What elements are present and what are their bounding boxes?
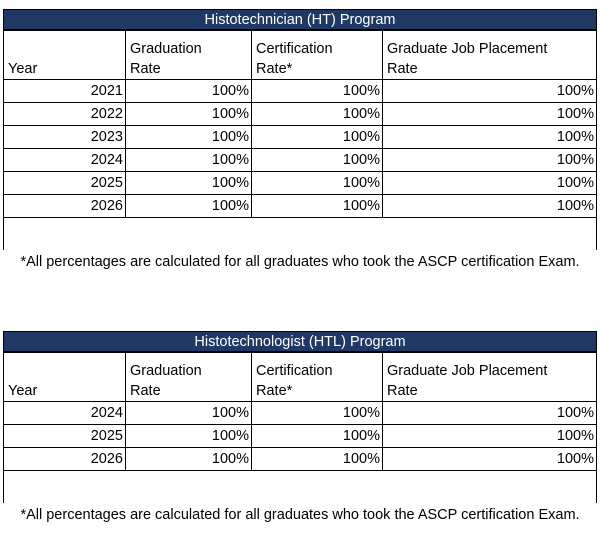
cell-placement: 100% bbox=[383, 103, 597, 126]
table-row bbox=[4, 195, 597, 218]
cell-certification: 100% bbox=[252, 195, 383, 218]
cell-year: 2022 bbox=[4, 103, 126, 126]
cell-graduation: 100% bbox=[126, 195, 252, 218]
cell-certification: 100% bbox=[252, 126, 383, 149]
cell-graduation: 100% bbox=[126, 149, 252, 172]
cell-placement: 100% bbox=[383, 126, 597, 149]
header-year: Year bbox=[4, 31, 126, 80]
cell-graduation: 100% bbox=[126, 402, 252, 425]
cell-certification: 100% bbox=[252, 402, 383, 425]
header-job-placement-rate: Graduate Job Placement Rate bbox=[383, 353, 597, 402]
ht-outcomes-table bbox=[3, 30, 597, 250]
table-header-row bbox=[4, 31, 597, 80]
table-row bbox=[4, 172, 597, 195]
cell-placement: 100% bbox=[383, 80, 597, 103]
cell-placement: 100% bbox=[383, 149, 597, 172]
htl-footnote: *All percentages are calculated for all graduates who took the ASCP certification Exam. bbox=[20, 507, 580, 523]
table-row bbox=[4, 448, 597, 471]
cell-certification: 100% bbox=[252, 448, 383, 471]
cell-placement: 100% bbox=[383, 172, 597, 195]
table-row bbox=[4, 425, 597, 448]
table-header-row bbox=[4, 353, 597, 402]
cell-graduation: 100% bbox=[126, 103, 252, 126]
header-year: Year bbox=[4, 353, 126, 402]
cell-year: 2021 bbox=[4, 80, 126, 103]
header-graduation-rate: Graduation Rate bbox=[126, 353, 252, 402]
cell-graduation: 100% bbox=[126, 80, 252, 103]
htl-table-title: Histotechnologist (HTL) Program bbox=[3, 331, 597, 352]
htl-outcomes-table bbox=[3, 352, 597, 503]
table-row bbox=[4, 126, 597, 149]
cell-certification: 100% bbox=[252, 149, 383, 172]
cell-placement: 100% bbox=[383, 195, 597, 218]
cell-placement: 100% bbox=[383, 425, 597, 448]
empty-row bbox=[4, 218, 597, 251]
cell-placement: 100% bbox=[383, 448, 597, 471]
cell-placement: 100% bbox=[383, 402, 597, 425]
ht-footnote: *All percentages are calculated for all graduates who took the ASCP certification Exam. bbox=[20, 254, 580, 270]
cell-certification: 100% bbox=[252, 425, 383, 448]
cell-certification: 100% bbox=[252, 172, 383, 195]
cell-year: 2023 bbox=[4, 126, 126, 149]
header-job-placement-rate: Graduate Job Placement Rate bbox=[383, 31, 597, 80]
cell-graduation: 100% bbox=[126, 126, 252, 149]
table-row bbox=[4, 149, 597, 172]
header-certification-rate: Certification Rate* bbox=[252, 353, 383, 402]
cell-year: 2026 bbox=[4, 195, 126, 218]
table-row bbox=[4, 402, 597, 425]
htl-program-section bbox=[3, 331, 597, 526]
cell-year: 2024 bbox=[4, 149, 126, 172]
cell-graduation: 100% bbox=[126, 448, 252, 471]
cell-year: 2026 bbox=[4, 448, 126, 471]
table-row bbox=[4, 103, 597, 126]
table-row bbox=[4, 80, 597, 103]
cell-certification: 100% bbox=[252, 80, 383, 103]
header-graduation-rate: Graduation Rate bbox=[126, 31, 252, 80]
cell-year: 2025 bbox=[4, 172, 126, 195]
header-certification-rate: Certification Rate* bbox=[252, 31, 383, 80]
cell-graduation: 100% bbox=[126, 425, 252, 448]
ht-table-title: Histotechnician (HT) Program bbox=[3, 9, 597, 30]
empty-row bbox=[4, 471, 597, 504]
cell-certification: 100% bbox=[252, 103, 383, 126]
cell-year: 2024 bbox=[4, 402, 126, 425]
cell-graduation: 100% bbox=[126, 172, 252, 195]
ht-program-section bbox=[3, 9, 597, 273]
cell-year: 2025 bbox=[4, 425, 126, 448]
